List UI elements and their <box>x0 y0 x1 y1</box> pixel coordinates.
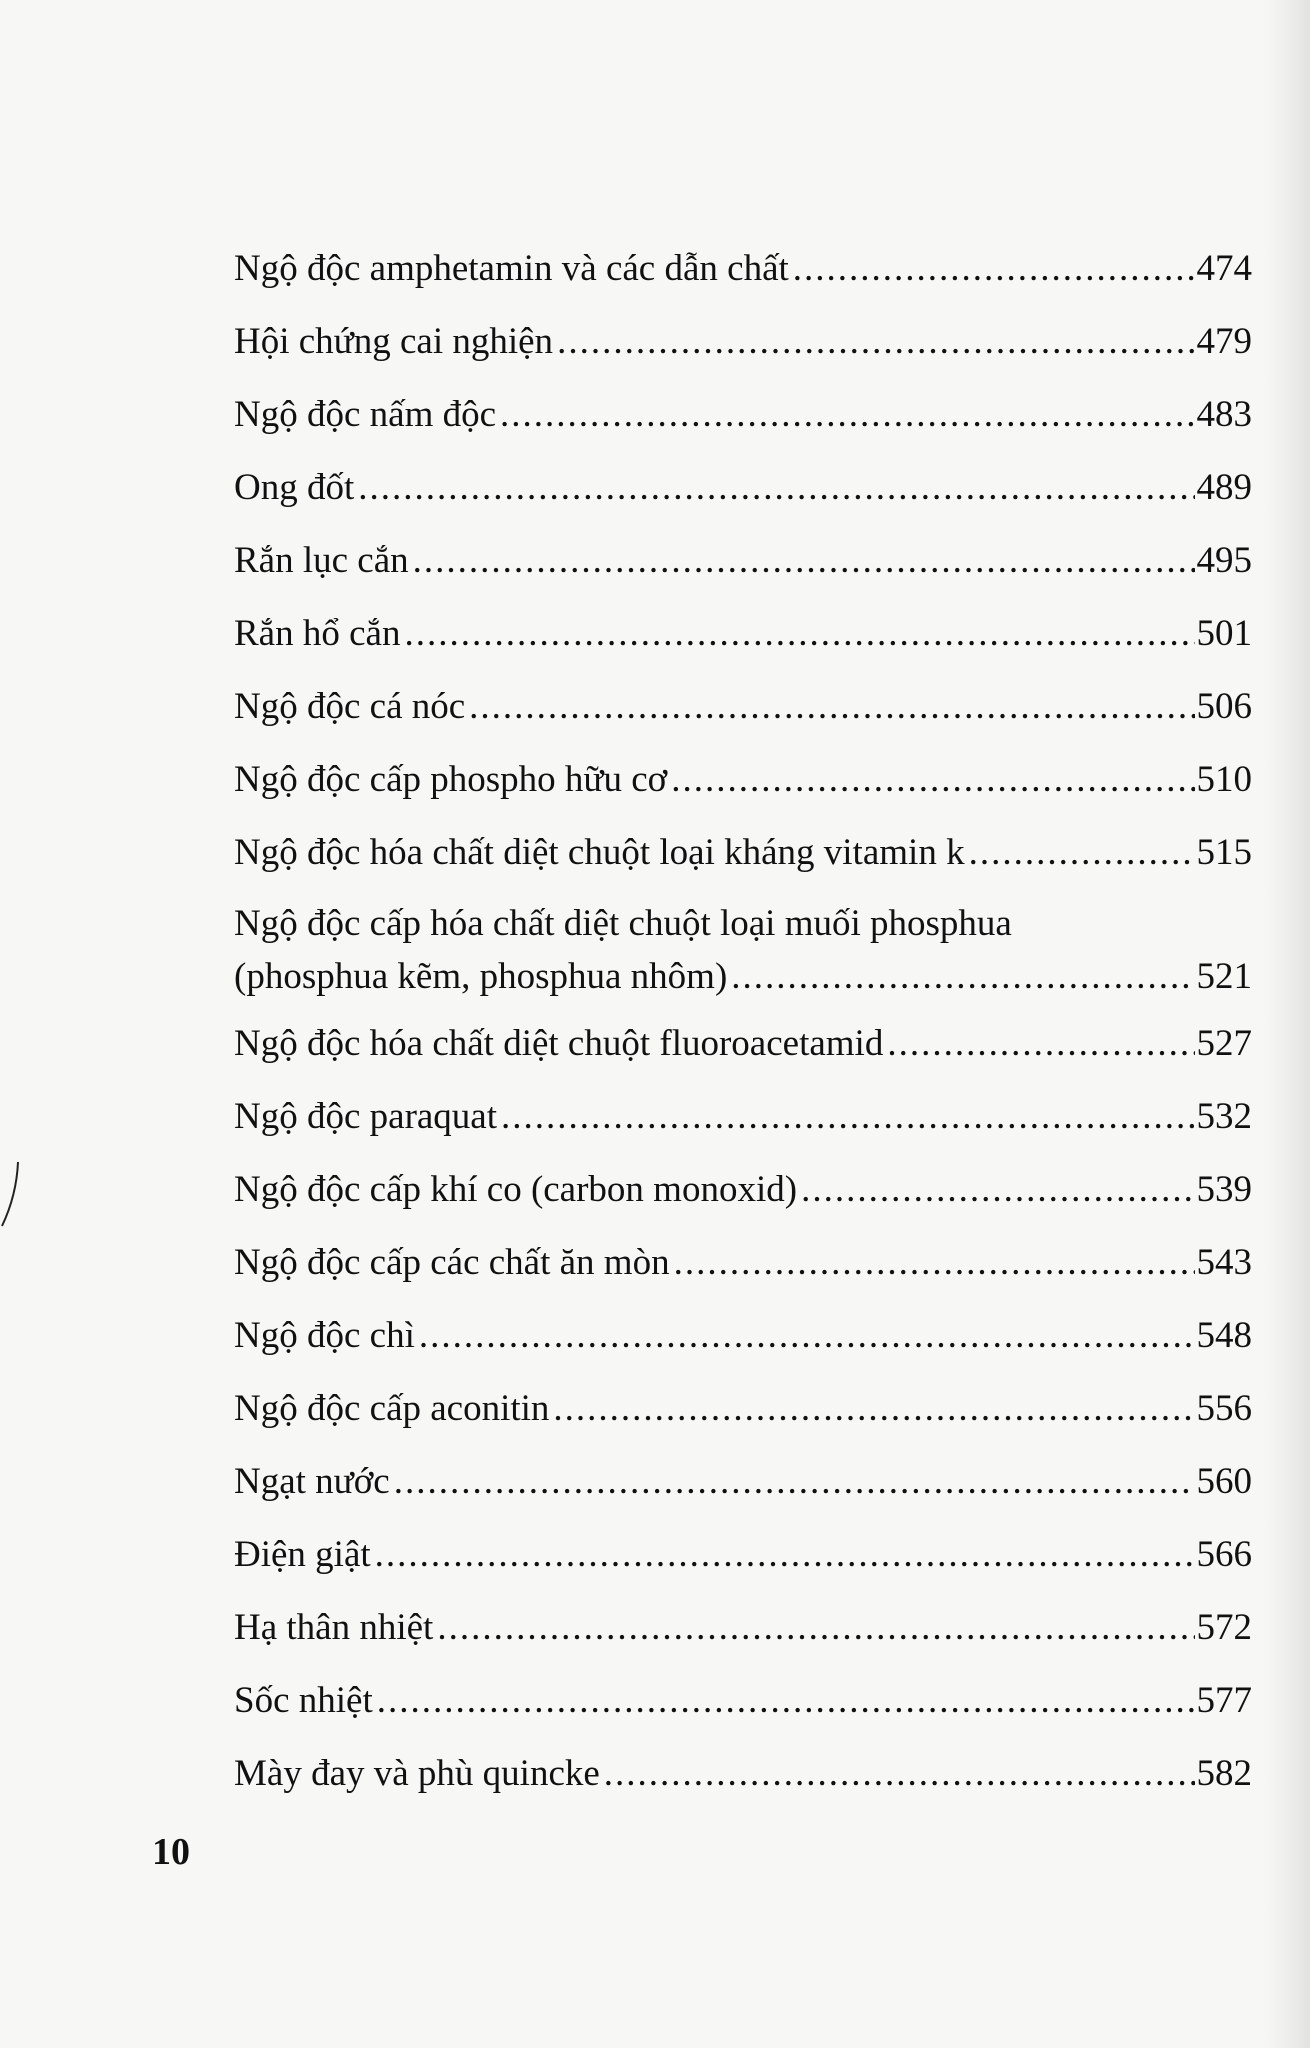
toc-leader-dots <box>413 524 1195 597</box>
toc-entry[interactable] <box>234 1226 1252 1299</box>
toc-entry-title: Hạ thân nhiệt <box>234 1607 434 1648</box>
toc-entry[interactable] <box>234 305 1252 378</box>
toc-entry[interactable] <box>234 1591 1252 1664</box>
toc-entry[interactable] <box>234 816 1252 889</box>
toc-entry[interactable] <box>234 524 1252 597</box>
toc-leader-dots <box>793 232 1195 305</box>
toc-entry-page: 527 <box>1196 1023 1252 1064</box>
toc-entry-title: Ngộ độc amphetamin và các dẫn chất <box>234 248 789 289</box>
toc-entry-title: Ngộ độc paraquat <box>234 1096 498 1137</box>
table-of-contents <box>234 232 1252 1810</box>
toc-entry-page: 501 <box>1196 613 1252 654</box>
toc-entry-page: 495 <box>1196 540 1252 581</box>
toc-entry[interactable] <box>234 1080 1252 1153</box>
toc-entry-page: 566 <box>1196 1534 1252 1575</box>
toc-entry[interactable] <box>234 1372 1252 1445</box>
toc-entry-title: Ngộ độc cấp khí co (carbon monoxid) <box>234 1169 798 1210</box>
toc-leader-dots <box>801 1153 1194 1226</box>
toc-entry-title: Mày đay và phù quincke <box>234 1753 600 1794</box>
toc-entry-title: Điện giật <box>234 1534 371 1575</box>
toc-entry-page: 515 <box>1196 832 1252 873</box>
toc-entry-title: Ngộ độc hóa chất diệt chuột loại kháng vitamin k <box>234 832 965 873</box>
toc-leader-dots <box>887 1007 1194 1080</box>
toc-entry-title: Ngộ độc chì <box>234 1315 415 1356</box>
toc-entry-page: 560 <box>1196 1461 1252 1502</box>
toc-entry-title-line1: Ngộ độc cấp hóa chất diệt chuột loại muối phosphua <box>234 903 1012 944</box>
page-edge-shadow <box>1264 0 1310 2048</box>
toc-leader-dots <box>500 378 1194 451</box>
toc-entry[interactable] <box>234 1518 1252 1591</box>
toc-entry-title: Ngộ độc cấp aconitin <box>234 1388 550 1429</box>
toc-leader-dots <box>731 947 1194 1007</box>
toc-entry-title: Ngộ độc hóa chất diệt chuột fluoroacetamid <box>234 1023 884 1064</box>
toc-entry-title-line2: (phosphua kẽm, phosphua nhôm) <box>234 956 728 997</box>
toc-entry-page: 539 <box>1196 1169 1252 1210</box>
toc-entry-title: Ngộ độc cấp phospho hữu cơ <box>234 759 668 800</box>
toc-entry-title: Sốc nhiệt <box>234 1680 373 1721</box>
toc-entry-title: Rắn hổ cắn <box>234 613 401 654</box>
toc-entry[interactable] <box>234 232 1252 305</box>
toc-entry-title: Ngạt nước <box>234 1461 390 1502</box>
toc-entry-page: 582 <box>1196 1753 1252 1794</box>
toc-entry-page: 483 <box>1196 394 1252 435</box>
toc-entry-title: Ngộ độc cá nóc <box>234 686 466 727</box>
toc-entry-title: Ong đốt <box>234 467 355 508</box>
toc-entry[interactable] <box>234 670 1252 743</box>
toc-entry[interactable] <box>234 1299 1252 1372</box>
toc-entry-page: 532 <box>1196 1096 1252 1137</box>
toc-entry[interactable] <box>234 378 1252 451</box>
toc-entry-page: 510 <box>1196 759 1252 800</box>
toc-entry[interactable] <box>234 743 1252 816</box>
toc-entry-page: 521 <box>1196 956 1252 997</box>
toc-entry-page: 577 <box>1196 1680 1252 1721</box>
toc-leader-dots <box>501 1080 1194 1153</box>
toc-entry-page: 489 <box>1196 467 1252 508</box>
toc-leader-dots <box>674 1226 1195 1299</box>
toc-entry-title: Ngộ độc nấm độc <box>234 394 497 435</box>
toc-leader-dots <box>969 816 1195 889</box>
toc-entry[interactable] <box>234 1153 1252 1226</box>
toc-entry-page: 556 <box>1196 1388 1252 1429</box>
toc-entry-page: 543 <box>1196 1242 1252 1283</box>
toc-entry[interactable] <box>234 889 1252 1007</box>
toc-entry-title: Ngộ độc cấp các chất ăn mòn <box>234 1242 670 1283</box>
page-number: 10 <box>152 1831 190 1873</box>
toc-leader-dots <box>404 597 1194 670</box>
toc-entry[interactable] <box>234 451 1252 524</box>
toc-leader-dots <box>358 451 1194 524</box>
toc-entry[interactable] <box>234 1445 1252 1518</box>
toc-leader-dots <box>419 1299 1195 1372</box>
toc-entry[interactable] <box>234 1007 1252 1080</box>
toc-leader-dots <box>557 305 1194 378</box>
toc-leader-dots <box>394 1445 1195 1518</box>
toc-entry[interactable] <box>234 1664 1252 1737</box>
margin-pen-mark <box>0 1160 22 1230</box>
toc-leader-dots <box>437 1591 1194 1664</box>
toc-leader-dots <box>671 743 1194 816</box>
toc-entry-page: 572 <box>1196 1607 1252 1648</box>
toc-entry[interactable] <box>234 597 1252 670</box>
toc-entry-page: 474 <box>1196 248 1252 289</box>
toc-leader-dots <box>553 1372 1194 1445</box>
toc-leader-dots <box>604 1737 1195 1810</box>
toc-leader-dots <box>469 670 1194 743</box>
toc-entry[interactable] <box>234 1737 1252 1810</box>
toc-entry-page: 479 <box>1196 321 1252 362</box>
toc-entry-title: Rắn lục cắn <box>234 540 409 581</box>
toc-entry-title: Hội chứng cai nghiện <box>234 321 554 362</box>
toc-leader-dots <box>377 1664 1195 1737</box>
toc-leader-dots <box>375 1518 1195 1591</box>
toc-entry-page: 548 <box>1196 1315 1252 1356</box>
toc-entry-page: 506 <box>1196 686 1252 727</box>
